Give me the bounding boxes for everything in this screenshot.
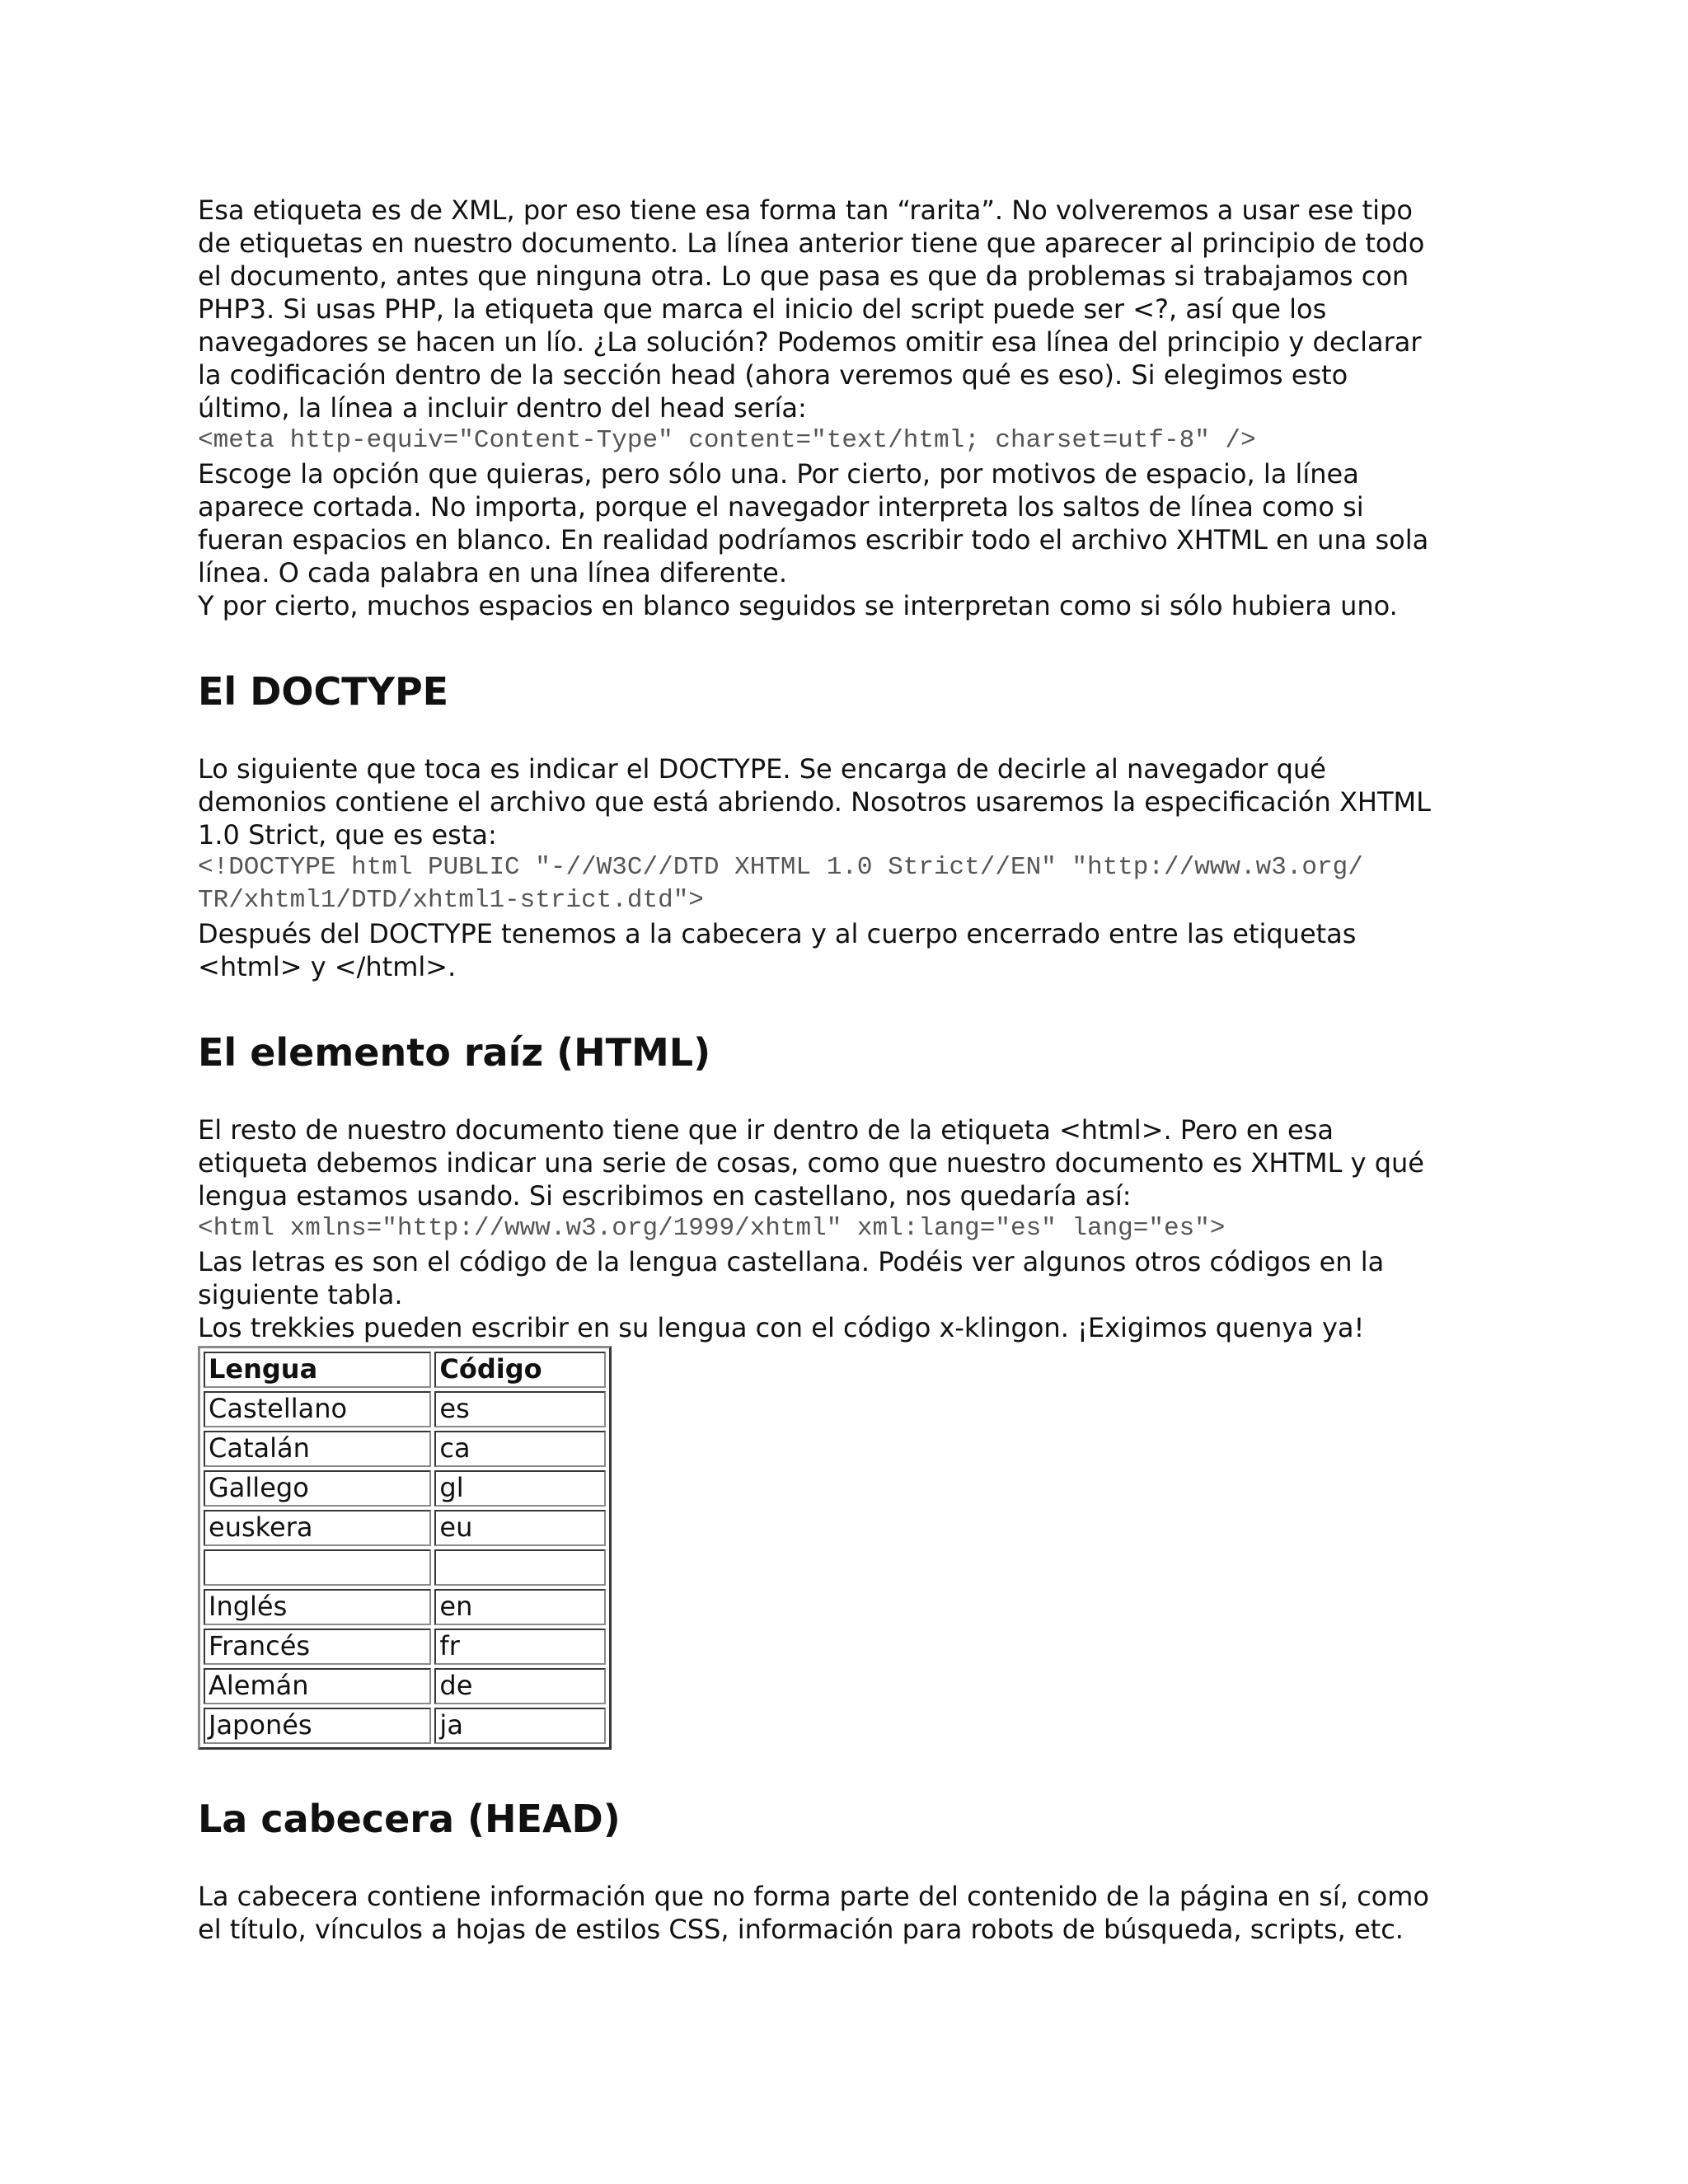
table-row	[204, 1431, 606, 1467]
table-row	[204, 1629, 606, 1665]
root-line: El resto de nuestro documento tiene que ir dentro de la etiqueta <html>. Pero en esa	[198, 1114, 1334, 1146]
root-line: etiqueta debemos indicar una serie de cosas, como que nuestro documento es XHTML y qué	[198, 1147, 1424, 1179]
table-cell: es	[434, 1391, 606, 1427]
intro-line: de etiquetas en nuestro documento. La línea anterior tiene que aparecer al principio de todo	[198, 227, 1425, 259]
intro-line: último, la línea a incluir dentro del head sería:	[198, 392, 807, 424]
table-cell: Inglés	[204, 1589, 431, 1625]
table-row	[204, 1589, 606, 1625]
table-row	[204, 1708, 606, 1744]
table-cell: Castellano	[204, 1391, 431, 1427]
doctype-line: 1.0 Strict, que es esta:	[198, 819, 497, 851]
table-row	[204, 1470, 606, 1507]
table-cell: fr	[434, 1629, 606, 1665]
table-cell	[434, 1549, 606, 1586]
head-heading: La cabecera (HEAD)	[198, 1797, 621, 1841]
root-heading: El elemento raíz (HTML)	[198, 1030, 711, 1075]
intro-line: PHP3. Si usas PHP, la etiqueta que marca el inicio del script puede ser <?, así que los	[198, 293, 1327, 325]
intro-after-line: Escoge la opción que quieras, pero sólo una. Por cierto, por motivos de espacio, la línea	[198, 458, 1359, 490]
intro-section	[198, 194, 1500, 622]
table-cell: ca	[434, 1431, 606, 1467]
intro-after-line: fueran espacios en blanco. En realidad podríamos escribir todo el archivo XHTML en una sola	[198, 524, 1429, 555]
head-line: el título, vínculos a hojas de estilos CSS, información para robots de búsqueda, scripts, etc.	[198, 1914, 1404, 1945]
head-line: La cabecera contiene información que no forma parte del contenido de la página en sí, como	[198, 1881, 1429, 1912]
table-cell	[204, 1549, 431, 1586]
html-code-sample: <html xmlns="http://www.w3.org/1999/xhtml" xml:lang="es" lang="es">	[198, 1214, 1226, 1243]
intro-after-line: línea. O cada palabra en una línea diferente.	[198, 557, 788, 588]
intro-after-line: Y por cierto, muchos espacios en blanco seguidos se interpretan como si sólo hubiera uno.	[198, 590, 1398, 621]
table-row	[204, 1510, 606, 1546]
table-cell: en	[434, 1589, 606, 1625]
root-line: lengua estamos usando. Si escribimos en castellano, nos quedaría así:	[198, 1180, 1132, 1212]
doctype-line: Lo siguiente que toca es indicar el DOCTYPE. Se encarga de decirle al navegador qué	[198, 753, 1326, 785]
table-cell: Japonés	[204, 1708, 431, 1744]
doctype-after-line: Después del DOCTYPE tenemos a la cabecera y al cuerpo encerrado entre las etiquetas	[198, 918, 1357, 949]
table-cell: Francés	[204, 1629, 431, 1665]
intro-line: la codificación dentro de la sección head (ahora veremos qué es eso). Si elegimos esto	[198, 359, 1348, 391]
table-cell: Catalán	[204, 1431, 431, 1467]
table-header-cell: Código	[434, 1352, 606, 1388]
table-cell: Alemán	[204, 1668, 431, 1704]
language-code-table	[198, 1346, 612, 1750]
meta-code-sample: <meta http-equiv="Content-Type" content="text/html; charset=utf-8" />	[198, 426, 1256, 455]
intro-after-line: aparece cortada. No importa, porque el navegador interpreta los saltos de línea como si	[198, 491, 1364, 523]
table-cell: ja	[434, 1708, 606, 1744]
doctype-after-line: <html> y </html>.	[198, 951, 457, 982]
table-cell: euskera	[204, 1510, 431, 1546]
root-after-line: Los trekkies pueden escribir en su lengua con el código x-klingon. ¡Exigimos quenya ya!	[198, 1312, 1365, 1343]
head-section	[198, 1796, 1500, 1946]
doctype-heading: El DOCTYPE	[198, 669, 449, 714]
doctype-line: demonios contiene el archivo que está abriendo. Nosotros usaremos la especificación XHTML	[198, 786, 1431, 818]
intro-line: el documento, antes que ninguna otra. Lo que pasa es que da problemas si trabajamos con	[198, 260, 1409, 292]
table-cell: eu	[434, 1510, 606, 1546]
root-after-line: Las letras es son el código de la lengua castellana. Podéis ver algunos otros códigos en la	[198, 1246, 1385, 1277]
intro-line: Esa etiqueta es de XML, por eso tiene esa forma tan “rarita”. No volveremos a usar ese tipo	[198, 194, 1413, 226]
doctype-code-line: <!DOCTYPE html PUBLIC "-//W3C//DTD XHTML 1.0 Strict//EN" "http://www.w3.org/	[198, 853, 1363, 882]
doctype-section	[198, 668, 1500, 983]
table-cell: de	[434, 1668, 606, 1704]
intro-line: navegadores se hacen un lío. ¿La solución? Podemos omitir esa línea del principio y declarar	[198, 326, 1422, 358]
table-row	[204, 1549, 606, 1586]
root-section	[198, 1029, 1500, 1750]
table-header-row	[204, 1352, 606, 1388]
document-page	[198, 194, 1500, 1946]
table-header-cell: Lengua	[204, 1352, 431, 1388]
table-row	[204, 1668, 606, 1704]
doctype-code-line: TR/xhtml1/DTD/xhtml1-strict.dtd">	[198, 886, 704, 915]
table-row	[204, 1391, 606, 1427]
root-after-line: siguiente tabla.	[198, 1279, 403, 1310]
table-cell: Gallego	[204, 1470, 431, 1507]
table-cell: gl	[434, 1470, 606, 1507]
